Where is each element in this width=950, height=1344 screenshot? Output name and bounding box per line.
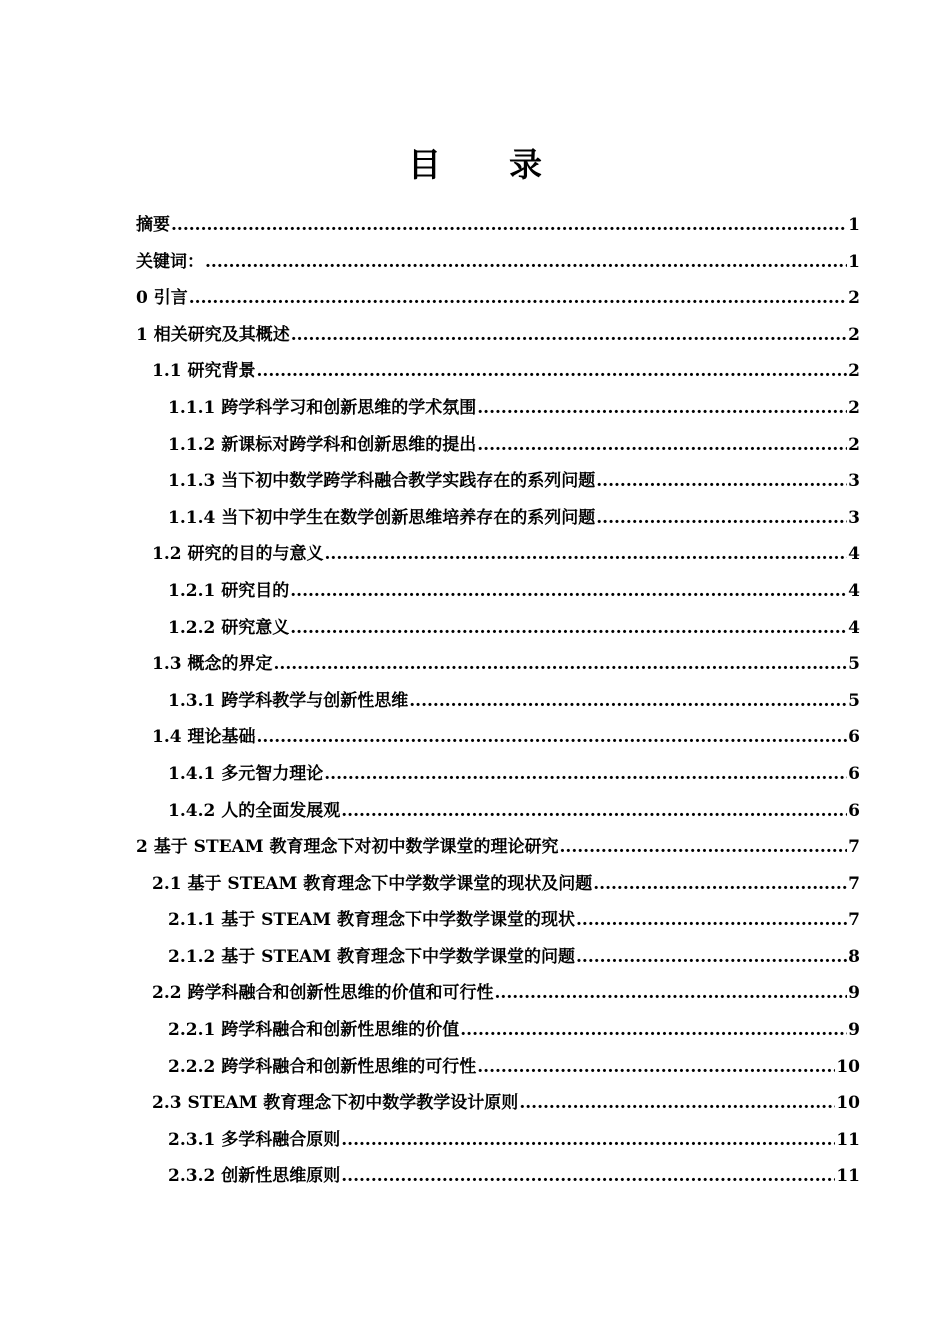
toc-dot-leader bbox=[205, 244, 847, 281]
toc-entry-page-number: 2 bbox=[848, 361, 860, 382]
toc-dot-leader bbox=[409, 683, 847, 720]
toc-entry[interactable] bbox=[136, 353, 860, 390]
toc-entry-page-number: 11 bbox=[836, 1166, 860, 1187]
toc-entry-page-number: 7 bbox=[848, 837, 860, 858]
toc-entry[interactable] bbox=[136, 573, 860, 610]
toc-entry-label: 2.1.2 基于 STEAM 教育理念下中学数学课堂的问题 bbox=[168, 946, 575, 967]
toc-entry[interactable] bbox=[136, 1122, 860, 1159]
toc-dot-leader bbox=[341, 793, 847, 830]
toc-entry-label: 1.2.2 研究意义 bbox=[168, 617, 290, 638]
toc-dot-leader bbox=[290, 610, 847, 647]
toc-entry-page-number: 1 bbox=[848, 215, 860, 235]
toc-dot-leader bbox=[477, 1049, 835, 1086]
toc-entry-page-number: 2 bbox=[848, 397, 860, 418]
toc-entry-label: 1 相关研究及其概述 bbox=[136, 324, 290, 345]
toc-dot-leader bbox=[257, 719, 848, 756]
toc-entry-page-number: 10 bbox=[836, 1093, 860, 1114]
toc-entry-page-number: 6 bbox=[848, 727, 860, 748]
toc-dot-leader bbox=[257, 353, 848, 390]
toc-entry[interactable] bbox=[136, 610, 860, 647]
toc-entry[interactable] bbox=[136, 646, 860, 683]
page-title-part1: 目 bbox=[408, 145, 441, 184]
toc-entry[interactable] bbox=[136, 390, 860, 427]
toc-entry-page-number: 9 bbox=[848, 983, 860, 1004]
toc-entry[interactable] bbox=[136, 1158, 860, 1195]
toc-entry[interactable] bbox=[136, 1049, 860, 1086]
toc-entry[interactable] bbox=[136, 463, 860, 500]
toc-entry-label: 2.3.2 创新性思维原则 bbox=[168, 1166, 341, 1187]
toc-dot-leader bbox=[576, 902, 847, 939]
toc-dot-leader bbox=[596, 463, 847, 500]
toc-entry-label: 0 引言 bbox=[136, 288, 188, 309]
toc-entry[interactable] bbox=[136, 500, 860, 537]
toc-entry[interactable] bbox=[136, 756, 860, 793]
page-title-part2: 录 bbox=[509, 145, 542, 184]
toc-entry[interactable] bbox=[136, 719, 860, 756]
toc-entry-page-number: 2 bbox=[848, 288, 860, 309]
toc-entry-label: 1.1 研究背景 bbox=[152, 361, 256, 382]
toc-dot-leader bbox=[576, 939, 847, 976]
toc-entry[interactable] bbox=[136, 1085, 860, 1122]
toc-entry-page-number: 3 bbox=[848, 507, 860, 528]
toc-entry-label: 2.3 STEAM 教育理念下初中数学教学设计原则 bbox=[152, 1093, 519, 1114]
toc-entry[interactable] bbox=[136, 939, 860, 976]
toc-entry-label: 1.4 理论基础 bbox=[152, 727, 256, 748]
toc-entry-page-number: 6 bbox=[848, 763, 860, 784]
toc-entry[interactable] bbox=[136, 427, 860, 464]
toc-entry-page-number: 4 bbox=[848, 580, 860, 601]
toc-entry-page-number: 8 bbox=[848, 946, 860, 967]
toc-dot-leader bbox=[593, 866, 847, 903]
toc-entry[interactable] bbox=[136, 207, 860, 244]
toc-entry-label: 1.4.1 多元智力理论 bbox=[168, 763, 324, 784]
toc-entry[interactable] bbox=[136, 244, 860, 281]
toc-entry[interactable] bbox=[136, 866, 860, 903]
toc-entry-page-number: 6 bbox=[848, 800, 860, 821]
toc-entry-page-number: 9 bbox=[848, 1020, 860, 1041]
toc-entry-label: 1.1.2 新课标对跨学科和创新思维的提出 bbox=[168, 434, 477, 455]
toc-dot-leader bbox=[274, 646, 848, 683]
toc-entry-page-number: 7 bbox=[848, 910, 860, 931]
toc-entry-label: 2 基于 STEAM 教育理念下对初中数学课堂的理论研究 bbox=[136, 837, 559, 858]
toc-entry-label: 1.3.1 跨学科教学与创新性思维 bbox=[168, 690, 409, 711]
toc-dot-leader bbox=[291, 317, 847, 354]
toc-entry-page-number: 4 bbox=[848, 544, 860, 565]
toc-entry-page-number: 2 bbox=[848, 434, 860, 455]
toc-entry[interactable] bbox=[136, 793, 860, 830]
toc-dot-leader bbox=[477, 427, 847, 464]
toc-entry-page-number: 3 bbox=[848, 471, 860, 492]
toc-entry-page-number: 2 bbox=[848, 324, 860, 345]
toc-entry-page-number: 10 bbox=[836, 1056, 860, 1077]
toc-entry-label: 2.2.2 跨学科融合和创新性思维的可行性 bbox=[168, 1056, 477, 1077]
toc-entry-label: 1.4.2 人的全面发展观 bbox=[168, 800, 341, 821]
toc-entry-label: 2.2.1 跨学科融合和创新性思维的价值 bbox=[168, 1020, 460, 1041]
toc-entry-label: 1.2.1 研究目的 bbox=[168, 580, 290, 601]
toc-dot-leader bbox=[324, 756, 847, 793]
toc-dot-leader bbox=[477, 390, 847, 427]
toc-entry-label: 1.2 研究的目的与意义 bbox=[152, 544, 324, 565]
toc-entry-label: 摘要 bbox=[136, 215, 170, 235]
toc-entry[interactable] bbox=[136, 280, 860, 317]
toc-entry-label: 1.1.3 当下初中数学跨学科融合教学实践存在的系列问题 bbox=[168, 471, 596, 492]
toc-entry-page-number: 7 bbox=[848, 873, 860, 894]
toc-entry-page-number: 5 bbox=[848, 654, 860, 675]
toc-entry-label: 关键词： bbox=[136, 251, 204, 272]
toc-dot-leader bbox=[171, 207, 847, 244]
toc-entry-label: 1.1.4 当下初中学生在数学创新思维培养存在的系列问题 bbox=[168, 507, 596, 528]
toc-dot-leader bbox=[495, 975, 848, 1012]
toc-entry-label: 2.2 跨学科融合和创新性思维的价值和可行性 bbox=[152, 983, 494, 1004]
toc-entry-label: 2.1 基于 STEAM 教育理念下中学数学课堂的现状及问题 bbox=[152, 873, 593, 894]
toc-dot-leader bbox=[325, 536, 848, 573]
table-of-contents bbox=[136, 207, 860, 1195]
toc-entry[interactable] bbox=[136, 536, 860, 573]
toc-dot-leader bbox=[341, 1122, 835, 1159]
toc-dot-leader bbox=[341, 1158, 835, 1195]
toc-dot-leader bbox=[290, 573, 847, 610]
toc-dot-leader bbox=[519, 1085, 835, 1122]
toc-entry[interactable] bbox=[136, 975, 860, 1012]
toc-entry[interactable] bbox=[136, 683, 860, 720]
toc-entry[interactable] bbox=[136, 902, 860, 939]
toc-entry-label: 2.3.1 多学科融合原则 bbox=[168, 1129, 341, 1150]
toc-entry-label: 1.1.1 跨学科学习和创新思维的学术氛围 bbox=[168, 397, 477, 418]
toc-entry-label: 1.3 概念的界定 bbox=[152, 654, 273, 675]
toc-entry[interactable] bbox=[136, 829, 860, 866]
toc-entry-label: 2.1.1 基于 STEAM 教育理念下中学数学课堂的现状 bbox=[168, 910, 575, 931]
toc-dot-leader bbox=[189, 280, 847, 317]
toc-entry-page-number: 4 bbox=[848, 617, 860, 638]
toc-dot-leader bbox=[596, 500, 847, 537]
toc-entry[interactable] bbox=[136, 317, 860, 354]
toc-entry-page-number: 11 bbox=[836, 1129, 860, 1150]
toc-entry[interactable] bbox=[136, 1012, 860, 1049]
toc-dot-leader bbox=[460, 1012, 847, 1049]
toc-entry-page-number: 1 bbox=[848, 251, 860, 272]
page-title bbox=[0, 142, 950, 188]
toc-dot-leader bbox=[559, 829, 847, 866]
toc-entry-page-number: 5 bbox=[848, 690, 860, 711]
